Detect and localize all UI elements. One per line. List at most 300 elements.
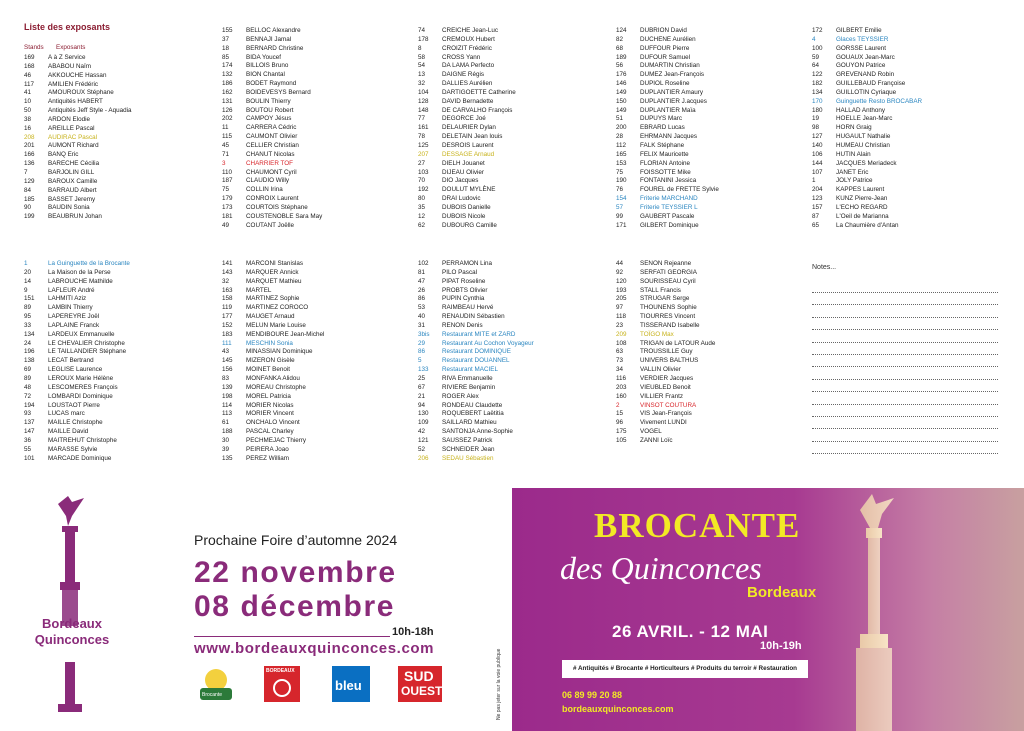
- exhibitor-row: [222, 98, 322, 107]
- exhibitor-row: [222, 446, 324, 455]
- stand-number: 140: [812, 141, 823, 149]
- stand-number: 186: [222, 80, 233, 88]
- poster-phone[interactable]: 06 89 99 20 88: [562, 690, 623, 700]
- exhibitor-name: EHRMANN Jacques: [640, 133, 698, 141]
- exhibitor-row: [418, 54, 516, 63]
- stand-number: 87: [812, 212, 820, 220]
- exhibitor-name: ZANNI Loïc: [640, 436, 673, 444]
- exhibitor-name: DUBOIS Danielle: [442, 203, 491, 211]
- exhibitor-row: [812, 89, 922, 98]
- exhibitor-row: [812, 195, 922, 204]
- exhibitor-row: [812, 115, 922, 124]
- exhibitor-row: [616, 287, 715, 296]
- exhibitor-name: MARCADE Dominique: [48, 454, 112, 462]
- stand-number: 108: [616, 339, 627, 347]
- stand-number: 12: [418, 212, 426, 220]
- exhibitor-name: PASCAL Charley: [246, 428, 294, 436]
- stand-number: 137: [24, 419, 35, 427]
- stand-number: 109: [418, 419, 429, 427]
- exhibitor-row: [616, 160, 719, 169]
- exhibitor-row: [24, 437, 130, 446]
- stand-number: 40: [418, 313, 426, 321]
- exhibitor-name: Restaurant DOUANNEL: [442, 357, 510, 365]
- stand-number: 112: [616, 141, 627, 149]
- exhibitor-name: RIVA Emmanuelle: [442, 374, 493, 382]
- exhibitor-row: [24, 116, 132, 125]
- exhibitor-row: [24, 125, 132, 134]
- exhibitor-name: CELLIER Christian: [246, 141, 299, 149]
- exhibitor-row: [24, 375, 130, 384]
- exhibitor-name: DA LAMA Perfecto: [442, 62, 495, 70]
- exhibitor-name: DARTIGOETTE Catherine: [442, 88, 516, 96]
- exhibitor-name: DESROIS Laurent: [442, 141, 494, 149]
- exhibitor-name: GAUBERT Pascale: [640, 212, 695, 220]
- stand-number: 187: [222, 177, 233, 185]
- exhibitor-name: DAVID Bernadette: [442, 97, 494, 105]
- stand-number: 5: [418, 357, 422, 365]
- exhibitor-row: [418, 366, 534, 375]
- exhibitor-name: RONDEAU Claudette: [442, 401, 503, 409]
- stand-number: 58: [418, 53, 426, 61]
- exhibitor-name: DESSAGE Arnaud: [442, 150, 495, 158]
- exhibitor-row: [222, 54, 322, 63]
- exhibitor-row: [616, 375, 715, 384]
- notes-line: [812, 342, 998, 343]
- stand-number: 106: [812, 150, 823, 158]
- exhibitor-row: [24, 107, 132, 116]
- exhibitor-name: MARASSE Sylvie: [48, 445, 98, 453]
- notes-line: [812, 391, 998, 392]
- exhibitor-row: [418, 375, 534, 384]
- stand-number: 92: [616, 268, 624, 276]
- exhibitor-row: [222, 295, 324, 304]
- exhibitor-name: AUDIRAC Pascal: [48, 133, 97, 141]
- stand-number: 33: [24, 321, 32, 329]
- exhibitor-row: [222, 124, 322, 133]
- exhibitor-row: [812, 124, 922, 133]
- stand-number: 84: [24, 186, 32, 194]
- exhibitor-row: [812, 98, 922, 107]
- stand-number: 52: [418, 445, 426, 453]
- notes-line: [812, 366, 998, 367]
- exhibitor-name: SOURISSEAU Cyril: [640, 277, 696, 285]
- stand-number: 158: [222, 295, 233, 303]
- stand-number: 179: [222, 195, 233, 203]
- monument-photo: [820, 488, 930, 731]
- stand-number: 7: [24, 168, 28, 176]
- bordeaux-city-logo: [264, 666, 300, 702]
- exhibitor-row: [616, 322, 715, 331]
- exhibitor-row: [222, 313, 324, 322]
- exhibitor-name: DOULUT MYLÈNE: [442, 186, 496, 194]
- exhibitor-name: DUBRION David: [640, 27, 687, 34]
- exhibitor-row: [418, 260, 534, 269]
- stand-number: 181: [222, 212, 233, 220]
- exhibitor-row: [812, 54, 922, 63]
- exhibitor-row: [418, 151, 516, 160]
- exhibitor-name: BOIDEVESYS Bernard: [246, 88, 311, 96]
- stand-number: 53: [418, 304, 426, 312]
- exposants-header: Exposants: [56, 44, 86, 51]
- stand-number: 19: [812, 115, 820, 123]
- exhibitor-name: Guinguette Resto BROCABAR: [836, 97, 923, 105]
- exhibitor-name: MAITREHUT Christophe: [48, 436, 117, 444]
- exhibitor-row: [418, 98, 516, 107]
- stand-number: 73: [616, 357, 624, 365]
- exhibitor-name: VINSOT COUTURA: [640, 401, 697, 409]
- exhibitor-row: [418, 177, 516, 186]
- exhibitor-row: [616, 340, 715, 349]
- stand-number: 117: [24, 80, 35, 88]
- exhibitor-row: [222, 27, 322, 36]
- exhibitor-row: [24, 204, 132, 213]
- exhibitor-row: [222, 177, 322, 186]
- stand-number: 64: [812, 62, 820, 70]
- exhibitor-row: [616, 213, 719, 222]
- exhibitor-name: BARJOLIN GILL: [48, 168, 95, 176]
- exhibitor-name: La Guinguette de la Brocante: [48, 260, 130, 267]
- stand-number: 166: [24, 151, 35, 159]
- exhibitor-column: [616, 27, 719, 230]
- exhibitor-name: TIOURRES Vincent: [640, 313, 696, 321]
- exhibitor-row: [418, 89, 516, 98]
- exhibitor-row: [418, 278, 534, 287]
- exhibitor-name: PROBTS Olivier: [442, 286, 488, 294]
- exhibitor-row: [616, 204, 719, 213]
- exhibitor-name: TOÏGO Max: [640, 330, 674, 338]
- exhibitor-row: [812, 222, 922, 231]
- exhibitor-row: [812, 27, 922, 36]
- exhibitor-row: [616, 295, 715, 304]
- exhibitor-name: DIO Jacques: [442, 177, 479, 185]
- stand-number: 77: [418, 115, 426, 123]
- exhibitor-row: [616, 151, 719, 160]
- exhibitor-row: [24, 187, 132, 196]
- stand-number: 119: [222, 304, 233, 312]
- stand-number: 121: [418, 436, 429, 444]
- exhibitor-name: CAMPOY Jésus: [246, 115, 292, 123]
- exhibitor-name: BOUTOU Robert: [246, 106, 294, 114]
- exhibitor-name: PECHMEJAC Thierry: [246, 436, 307, 444]
- stand-number: 45: [222, 141, 230, 149]
- stand-number: 176: [616, 71, 627, 79]
- exhibitor-row: [222, 428, 324, 437]
- stand-number: 55: [24, 445, 32, 453]
- exhibitor-name: DUBOIS Nicole: [442, 212, 486, 220]
- stand-number: 116: [616, 374, 627, 382]
- exhibitor-name: CONROIX Laurent: [246, 195, 299, 203]
- exhibitor-name: STALL Francis: [640, 286, 681, 294]
- stand-number: 65: [812, 221, 820, 229]
- exhibitor-row: [24, 151, 132, 160]
- exhibitor-name: MARCONI Stanislas: [246, 260, 304, 267]
- stand-number: 149: [616, 88, 627, 96]
- stand-number: 72: [24, 392, 32, 400]
- stand-number: 110: [222, 168, 233, 176]
- exhibitor-row: [418, 124, 516, 133]
- stand-number: 168: [24, 62, 35, 70]
- exhibitor-name: Restaurant Au Cochon Voyageur: [442, 339, 534, 347]
- exhibitor-name: L'ECHO REGARD: [836, 203, 888, 211]
- fair-hours: 10h-18h: [392, 626, 434, 638]
- exhibitor-row: [418, 402, 534, 411]
- date-start: 22 novembre: [194, 556, 397, 589]
- stand-number: 8: [418, 44, 422, 52]
- exhibitor-row: [222, 366, 324, 375]
- exhibitor-row: [616, 419, 715, 428]
- exhibitor-name: MOREAU Christophe: [246, 383, 306, 391]
- exhibitor-row: [222, 437, 324, 446]
- stand-number: 100: [812, 44, 823, 52]
- stand-number: 132: [222, 71, 233, 79]
- exhibitor-row: [222, 287, 324, 296]
- exhibitor-name: COUSTENOBLE Sara May: [246, 212, 323, 220]
- stand-number: 3bis: [418, 330, 430, 338]
- exhibitor-name: VOGEL: [640, 428, 662, 436]
- stand-number: 115: [222, 133, 233, 141]
- stand-number: 56: [616, 62, 624, 70]
- notes-line: [812, 329, 998, 330]
- exhibitor-row: [24, 366, 130, 375]
- stand-number: 63: [616, 348, 624, 356]
- stand-number: 34: [616, 366, 624, 374]
- exhibitor-name: SERFATI GEORGIA: [640, 268, 697, 276]
- stand-number: 2: [616, 401, 620, 409]
- exhibitor-row: [616, 89, 719, 98]
- exhibitor-name: LAHMITI Aziz: [48, 295, 87, 303]
- exhibitor-row: [222, 304, 324, 313]
- stand-number: 82: [616, 35, 624, 43]
- exhibitor-name: La Chaumière d'Antan: [836, 221, 899, 229]
- exhibitor-row: [24, 178, 132, 187]
- exhibitor-row: [24, 322, 130, 331]
- stand-number: 105: [616, 436, 627, 444]
- exhibitor-row: [24, 63, 132, 72]
- exhibitor-row: [222, 222, 322, 231]
- exhibitor-row: [222, 278, 324, 287]
- exhibitor-name: DEGORCE Joé: [442, 115, 486, 123]
- exhibitor-name: MIZERON Gisèle: [246, 357, 295, 365]
- stand-number: 138: [24, 357, 35, 365]
- exhibitor-name: Vivement LUNDI: [640, 419, 687, 427]
- exhibitor-name: MENDIBOURE Jean-Michel: [246, 330, 325, 338]
- exhibitor-name: LECAT Bertrand: [48, 357, 94, 365]
- exhibitor-row: [616, 269, 715, 278]
- exhibitor-row: [616, 384, 715, 393]
- exhibitor-row: [418, 27, 516, 36]
- stand-number: 147: [24, 428, 35, 436]
- exhibitor-name: CROIZIT Frédéric: [442, 44, 492, 52]
- exhibitor-name: ABABOU Naïm: [48, 62, 92, 70]
- exhibitor-name: CREICHE Jean-Luc: [442, 27, 498, 34]
- exhibitor-row: [222, 115, 322, 124]
- foire-a-la-brocante-logo: [198, 666, 234, 702]
- exhibitor-name: ROQUEBERT Laëtitia: [442, 410, 504, 418]
- exhibitor-row: [616, 177, 719, 186]
- exhibitor-row: [616, 133, 719, 142]
- stand-number: 144: [812, 159, 823, 167]
- stand-number: 122: [812, 71, 823, 79]
- stand-number: 189: [616, 53, 627, 61]
- list-title: Liste des exposants: [24, 22, 111, 32]
- stand-number: 51: [616, 115, 624, 123]
- exhibitor-name: LOMBARDI Dominique: [48, 392, 113, 400]
- exhibitor-row: [418, 107, 516, 116]
- exhibitor-row: [222, 402, 324, 411]
- stand-number: 123: [812, 195, 823, 203]
- exhibitor-name: BERNARD Christine: [246, 44, 304, 52]
- exhibitor-name: LAPLAINE Franck: [48, 321, 100, 329]
- exhibitor-row: [418, 213, 516, 222]
- exhibitor-name: VILLIER Frantz: [640, 392, 684, 400]
- stand-number: 89: [24, 374, 32, 382]
- exhibitor-row: [418, 295, 534, 304]
- exhibitor-row: [812, 213, 922, 222]
- exhibitor-name: THOUNENS Sophie: [640, 304, 697, 312]
- exhibitor-name: BEAUBRUN Johan: [48, 213, 102, 221]
- stand-number: 16: [24, 124, 32, 132]
- exhibitor-row: [418, 287, 534, 296]
- stand-number: 205: [616, 295, 627, 303]
- exhibitor-row: [812, 160, 922, 169]
- poster-website[interactable]: bordeauxquinconces.com: [562, 704, 674, 714]
- stand-number: 124: [616, 27, 627, 34]
- stand-number: 27: [418, 159, 426, 167]
- notes-title: Notes...: [812, 264, 837, 271]
- exhibitor-row: [24, 384, 130, 393]
- exhibitor-name: COUTANT Joëlle: [246, 221, 295, 229]
- notes-line: [812, 304, 998, 305]
- website-link[interactable]: www.bordeauxquinconces.com: [194, 640, 435, 657]
- exhibitor-row: [418, 36, 516, 45]
- stand-number: 42: [418, 428, 426, 436]
- exhibitor-row: [24, 357, 130, 366]
- exhibitor-row: [24, 340, 130, 349]
- exhibitor-row: [616, 186, 719, 195]
- stand-number: 131: [222, 97, 233, 105]
- stand-number: 172: [812, 27, 823, 34]
- date-divider: [194, 636, 390, 637]
- exhibitor-row: [222, 348, 324, 357]
- exhibitor-row: [24, 81, 132, 90]
- exhibitor-name: MORIER Vincent: [246, 410, 294, 418]
- stand-number: 188: [222, 428, 233, 436]
- exhibitor-row: [222, 260, 324, 269]
- exhibitor-name: Glaces TEYSSIER: [836, 35, 889, 43]
- exhibitor-row: [222, 62, 322, 71]
- exhibitor-row: [222, 160, 322, 169]
- exhibitor-name: BION Chantal: [246, 71, 285, 79]
- exhibitor-name: CHARRIER TOF: [246, 159, 293, 167]
- stand-number: 49: [222, 221, 230, 229]
- exhibitor-row: [812, 80, 922, 89]
- exhibitor-row: [616, 278, 715, 287]
- stand-number: 171: [616, 221, 627, 229]
- exhibitor-row: [24, 410, 130, 419]
- exhibitor-name: DUCHENE Aurélien: [640, 35, 696, 43]
- exhibitor-name: DUBOURG Camille: [442, 221, 497, 229]
- exhibitor-row: [24, 260, 130, 269]
- exhibitor-name: BENNAJI Jamal: [246, 35, 292, 43]
- notes-line: [812, 317, 998, 318]
- stand-number: 151: [24, 295, 35, 303]
- exhibitor-name: DUFFOUR Pierre: [640, 44, 690, 52]
- stand-number: 127: [812, 133, 823, 141]
- exhibitor-row: [616, 222, 719, 231]
- exhibitor-name: BAUDIN Sonia: [48, 204, 90, 212]
- exhibitor-row: [616, 169, 719, 178]
- exhibitor-row: [24, 295, 130, 304]
- exhibitor-row: [418, 357, 534, 366]
- exhibitor-column: [812, 27, 922, 230]
- stand-number: 15: [616, 410, 624, 418]
- exhibitor-row: [222, 195, 322, 204]
- stand-number: 161: [418, 124, 429, 132]
- exhibitor-name: DUPIOL Roseline: [640, 80, 690, 88]
- stand-number: 146: [616, 80, 627, 88]
- exhibitor-row: [616, 428, 715, 437]
- stand-number: 67: [418, 383, 426, 391]
- stand-number: 185: [24, 195, 35, 203]
- exhibitor-row: [616, 260, 715, 269]
- stand-number: 21: [418, 392, 426, 400]
- exhibitor-row: [616, 195, 719, 204]
- notes-line: [812, 354, 998, 355]
- exhibitor-name: GOUYON Patrice: [836, 62, 886, 70]
- stand-number: 26: [418, 286, 426, 294]
- exhibitor-name: TROUSSILLE Guy: [640, 348, 693, 356]
- stand-number: 75: [616, 168, 624, 176]
- exhibitor-name: DALLIES Aurélien: [442, 80, 493, 88]
- exhibitor-name: MARTINEZ COROCO: [246, 304, 309, 312]
- exhibitor-row: [222, 410, 324, 419]
- stand-number: 83: [222, 374, 230, 382]
- exhibitor-name: RENAUDIN Sébastien: [442, 313, 505, 321]
- stand-number: 128: [418, 97, 429, 105]
- exhibitor-name: DELETAIN Jean louis: [442, 133, 503, 141]
- stand-number: 96: [616, 419, 624, 427]
- stand-number: 175: [616, 428, 627, 436]
- exhibitor-row: [418, 419, 534, 428]
- stand-number: 196: [24, 348, 35, 356]
- exhibitor-row: [222, 36, 322, 45]
- exhibitor-name: JANET Eric: [836, 168, 869, 176]
- exhibitor-name: STRUGAR Serge: [640, 295, 690, 303]
- stand-number: 103: [418, 168, 429, 176]
- exhibitor-name: SAUSSEZ Patrick: [442, 436, 493, 444]
- stand-number: 199: [24, 213, 35, 221]
- sponsor-1-text: Brocante: [202, 692, 223, 698]
- exhibitor-name: CROSS Yann: [442, 53, 481, 61]
- exhibitor-name: DUMEZ Jean-François: [640, 71, 705, 79]
- stand-number: 154: [616, 195, 627, 203]
- exhibitor-name: SCHNEIDER Jean: [442, 445, 495, 453]
- exhibitor-name: RAIMBEAU Hervé: [442, 304, 494, 312]
- exhibitor-row: [222, 151, 322, 160]
- exhibitor-row: [418, 313, 534, 322]
- exhibitor-row: [418, 340, 534, 349]
- exhibitor-row: [24, 402, 130, 411]
- exhibitor-name: TRIGAN de LATOUR Aude: [640, 339, 716, 347]
- exhibitor-row: [812, 177, 922, 186]
- exhibitor-row: [616, 107, 719, 116]
- exhibitor-name: VIS Jean-François: [640, 410, 692, 418]
- stand-number: 94: [418, 401, 426, 409]
- stand-number: 160: [616, 392, 627, 400]
- exhibitor-name: ONCHALO Vincent: [246, 419, 300, 427]
- poster-dates: 26 AVRIL. - 12 MAI: [612, 622, 769, 641]
- sud-ouest-logo: [398, 666, 442, 702]
